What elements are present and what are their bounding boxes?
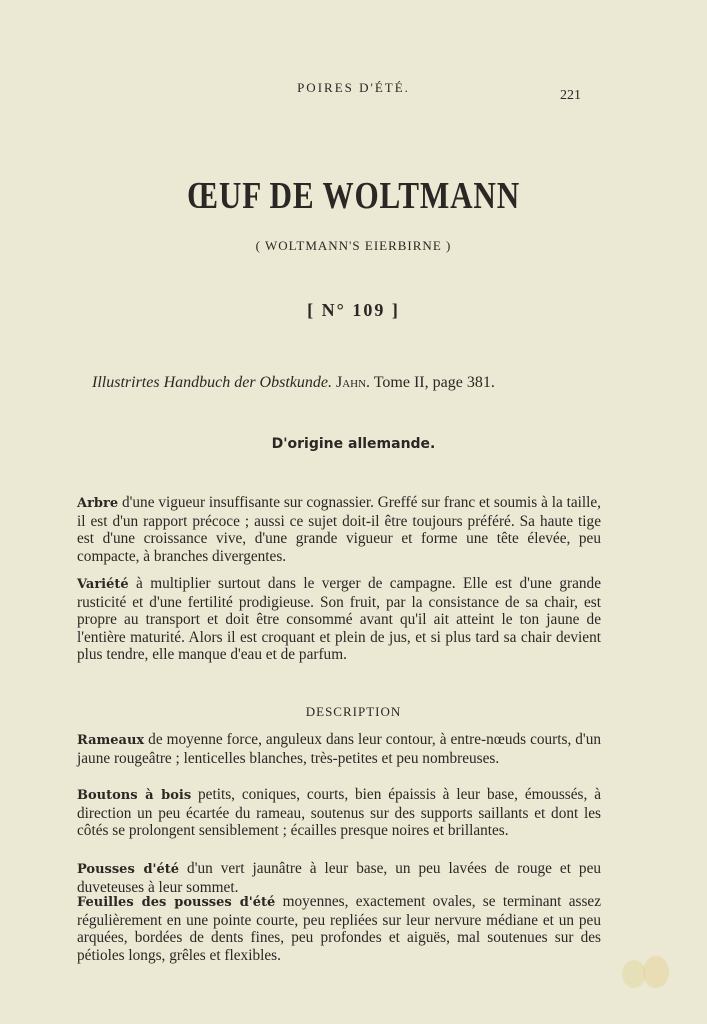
paragraph-text: d'une vigueur insuffisante sur cognassier. Greffé sur franc et soumis à la taille, il est d'un rapport précoce ; aussi ce sujet doit-il être toujours préféré. Sa haute tige est d'une croissance vive, d'une grande vigueur et forme une tête élevée, peu compacte, à branches divergentes.: [77, 494, 601, 565]
fruit-bleedthrough-mark: [612, 944, 676, 994]
paragraph-variete: [77, 575, 601, 664]
page-title: ŒUF DE WOLTMANN: [186, 175, 521, 217]
reference-location: Tome II, page 381.: [373, 374, 495, 391]
paragraph-boutons: [77, 786, 601, 840]
paragraph-text: moyennes, exactement ovales, se terminant assez régulièrement en une pointe courte, peu repliées sur leur nervure médiane et un peu arquées, bordées de dents fines, peu profondes et aiguës, mal soutenues sur des pétioles longs, grêles et flexibles.: [77, 893, 601, 964]
paragraph-arbre: [77, 494, 601, 565]
paragraph-text: petits, coniques, courts, bien épaissis à leur base, émoussés, à direction un peu écartée du rameau, soutenus sur des supports saillants et dont les côtés se prolongent sensiblement ; écailles presque noires et brillantes.: [77, 786, 601, 840]
running-title: POIRES D'ÉTÉ.: [297, 80, 410, 95]
paragraph-text: de moyenne force, anguleux dans leur contour, à entre-nœuds courts, d'un jaune rougeâtre ; lenticelles blanches, très-petites et peu nombreuses.: [77, 731, 601, 767]
paragraph-text: à multiplier surtout dans le verger de campagne. Elle est d'une grande rusticité et d'une fertilité prodigieuse. Son fruit, par la consistance de sa chair, est propre au transport et doit être consommé avant qu'il ait atteint le ton jaune de l'entière maturité. Alors il est croquant et plein de jus, et si plus tard sa chair devient plus tendre, elle manque d'eau et de parfum.: [77, 575, 601, 664]
paragraph-lead: Arbre: [77, 496, 119, 511]
page-subtitle: ( WOLTMANN'S EIERBIRNE ): [255, 238, 452, 253]
paragraph-lead: Variété: [77, 577, 129, 592]
paragraph-lead: Pousses d'été: [77, 862, 180, 877]
variety-number: [ N° 109 ]: [307, 300, 400, 320]
origin-heading: D'origine allemande.: [271, 436, 436, 452]
bibliographic-reference: [92, 374, 632, 392]
paragraph-lead: Feuilles des pousses d'été: [77, 895, 276, 910]
paragraph-rameaux: [77, 731, 601, 767]
paragraph-pousses: [77, 860, 601, 896]
paragraph-lead: Rameaux: [77, 733, 145, 748]
reference-author: Jahn.: [335, 374, 371, 391]
reference-book: Illustrirtes Handbuch der Obstkunde.: [92, 374, 332, 391]
paragraph-lead: Boutons à bois: [77, 788, 192, 803]
description-heading: DESCRIPTION: [305, 704, 402, 719]
page-number: 221: [560, 88, 581, 103]
paragraph-text: d'un vert jaunâtre à leur base, un peu lavées de rouge et peu duveteuses à leur sommet.: [77, 860, 602, 896]
paragraph-feuilles: [77, 893, 601, 964]
